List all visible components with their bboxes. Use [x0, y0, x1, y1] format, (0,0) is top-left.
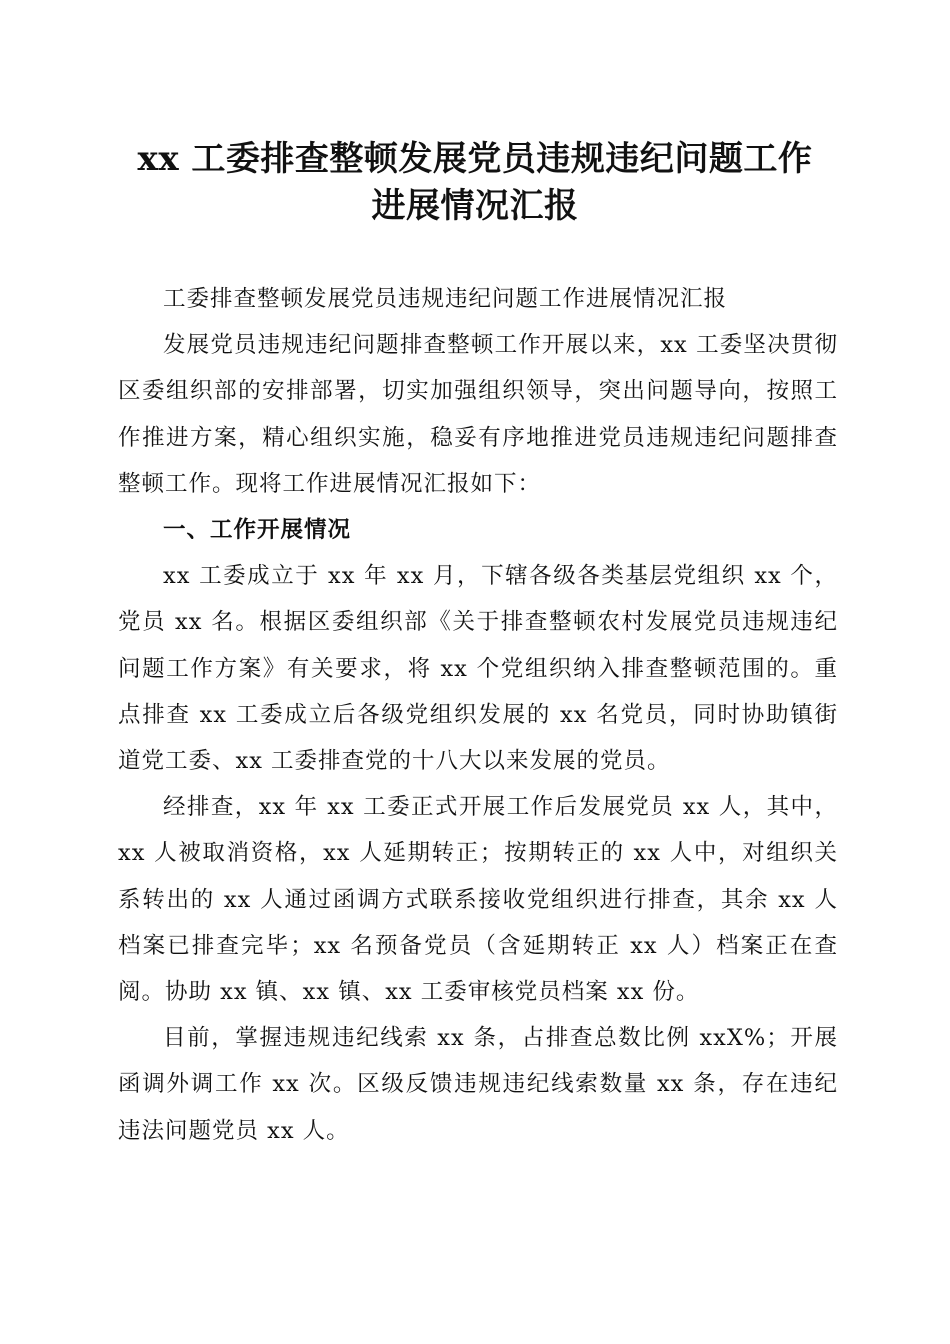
- document-title-line-2: 进展情况汇报: [371, 186, 579, 226]
- document-title-line-1: xx 工委排查整顿发展党员违规违纪问题工作: [137, 139, 813, 179]
- body-paragraph-3: 目前，掌握违规违纪线索 xx 条，占排查总数比例 xxX%；开展函调外调工作 xx 次。区级反馈违规违纪线索数量 xx 条，存在违纪违法问题党员 xx 人。: [118, 1025, 838, 1144]
- intro-paragraph: 发展党员违规违纪问题排查整顿工作开展以来，xx 工委坚决贯彻区委组织部的安排部署，切实加强组织领导，突出问题导向，按照工作推进方案，精心组织实施，稳妥有序地推进党员违规违纪问题排查整顿工作。现将工作进展情况汇报如下：: [118, 332, 838, 497]
- body-paragraph-2: 经排查，xx 年 xx 工委正式开展工作后发展党员 xx 人，其中，xx 人被取消资格，xx 人延期转正；按期转正的 xx 人中，对组织关系转出的 xx 人通过函调方式联系接收党组织进行排查，其余 xx 人档案已排查完毕；xx 名预备党员（含延期转正 xx 人）档案正在查阅。协助 xx 镇、xx 镇、xx 工委审核党员档案 xx 份。: [118, 794, 838, 1006]
- section-heading-1: 一、工作开展情况: [163, 517, 352, 544]
- document-body: [118, 276, 838, 1154]
- body-paragraph-1: xx 工委成立于 xx 年 xx 月，下辖各级各类基层党组织 xx 个，党员 xx 名。根据区委组织部《关于排查整顿农村发展党员违规违纪问题工作方案》有关要求，将 xx 个党组织纳入排查整顿范围的。重点排查 xx 工委成立后各级党组织发展的 xx 名党员，同时协助镇街道党工委、xx 工委排查党的十八大以来发展的党员。: [118, 563, 838, 775]
- document-subtitle: 工委排查整顿发展党员违规违纪问题工作进展情况汇报: [163, 286, 728, 312]
